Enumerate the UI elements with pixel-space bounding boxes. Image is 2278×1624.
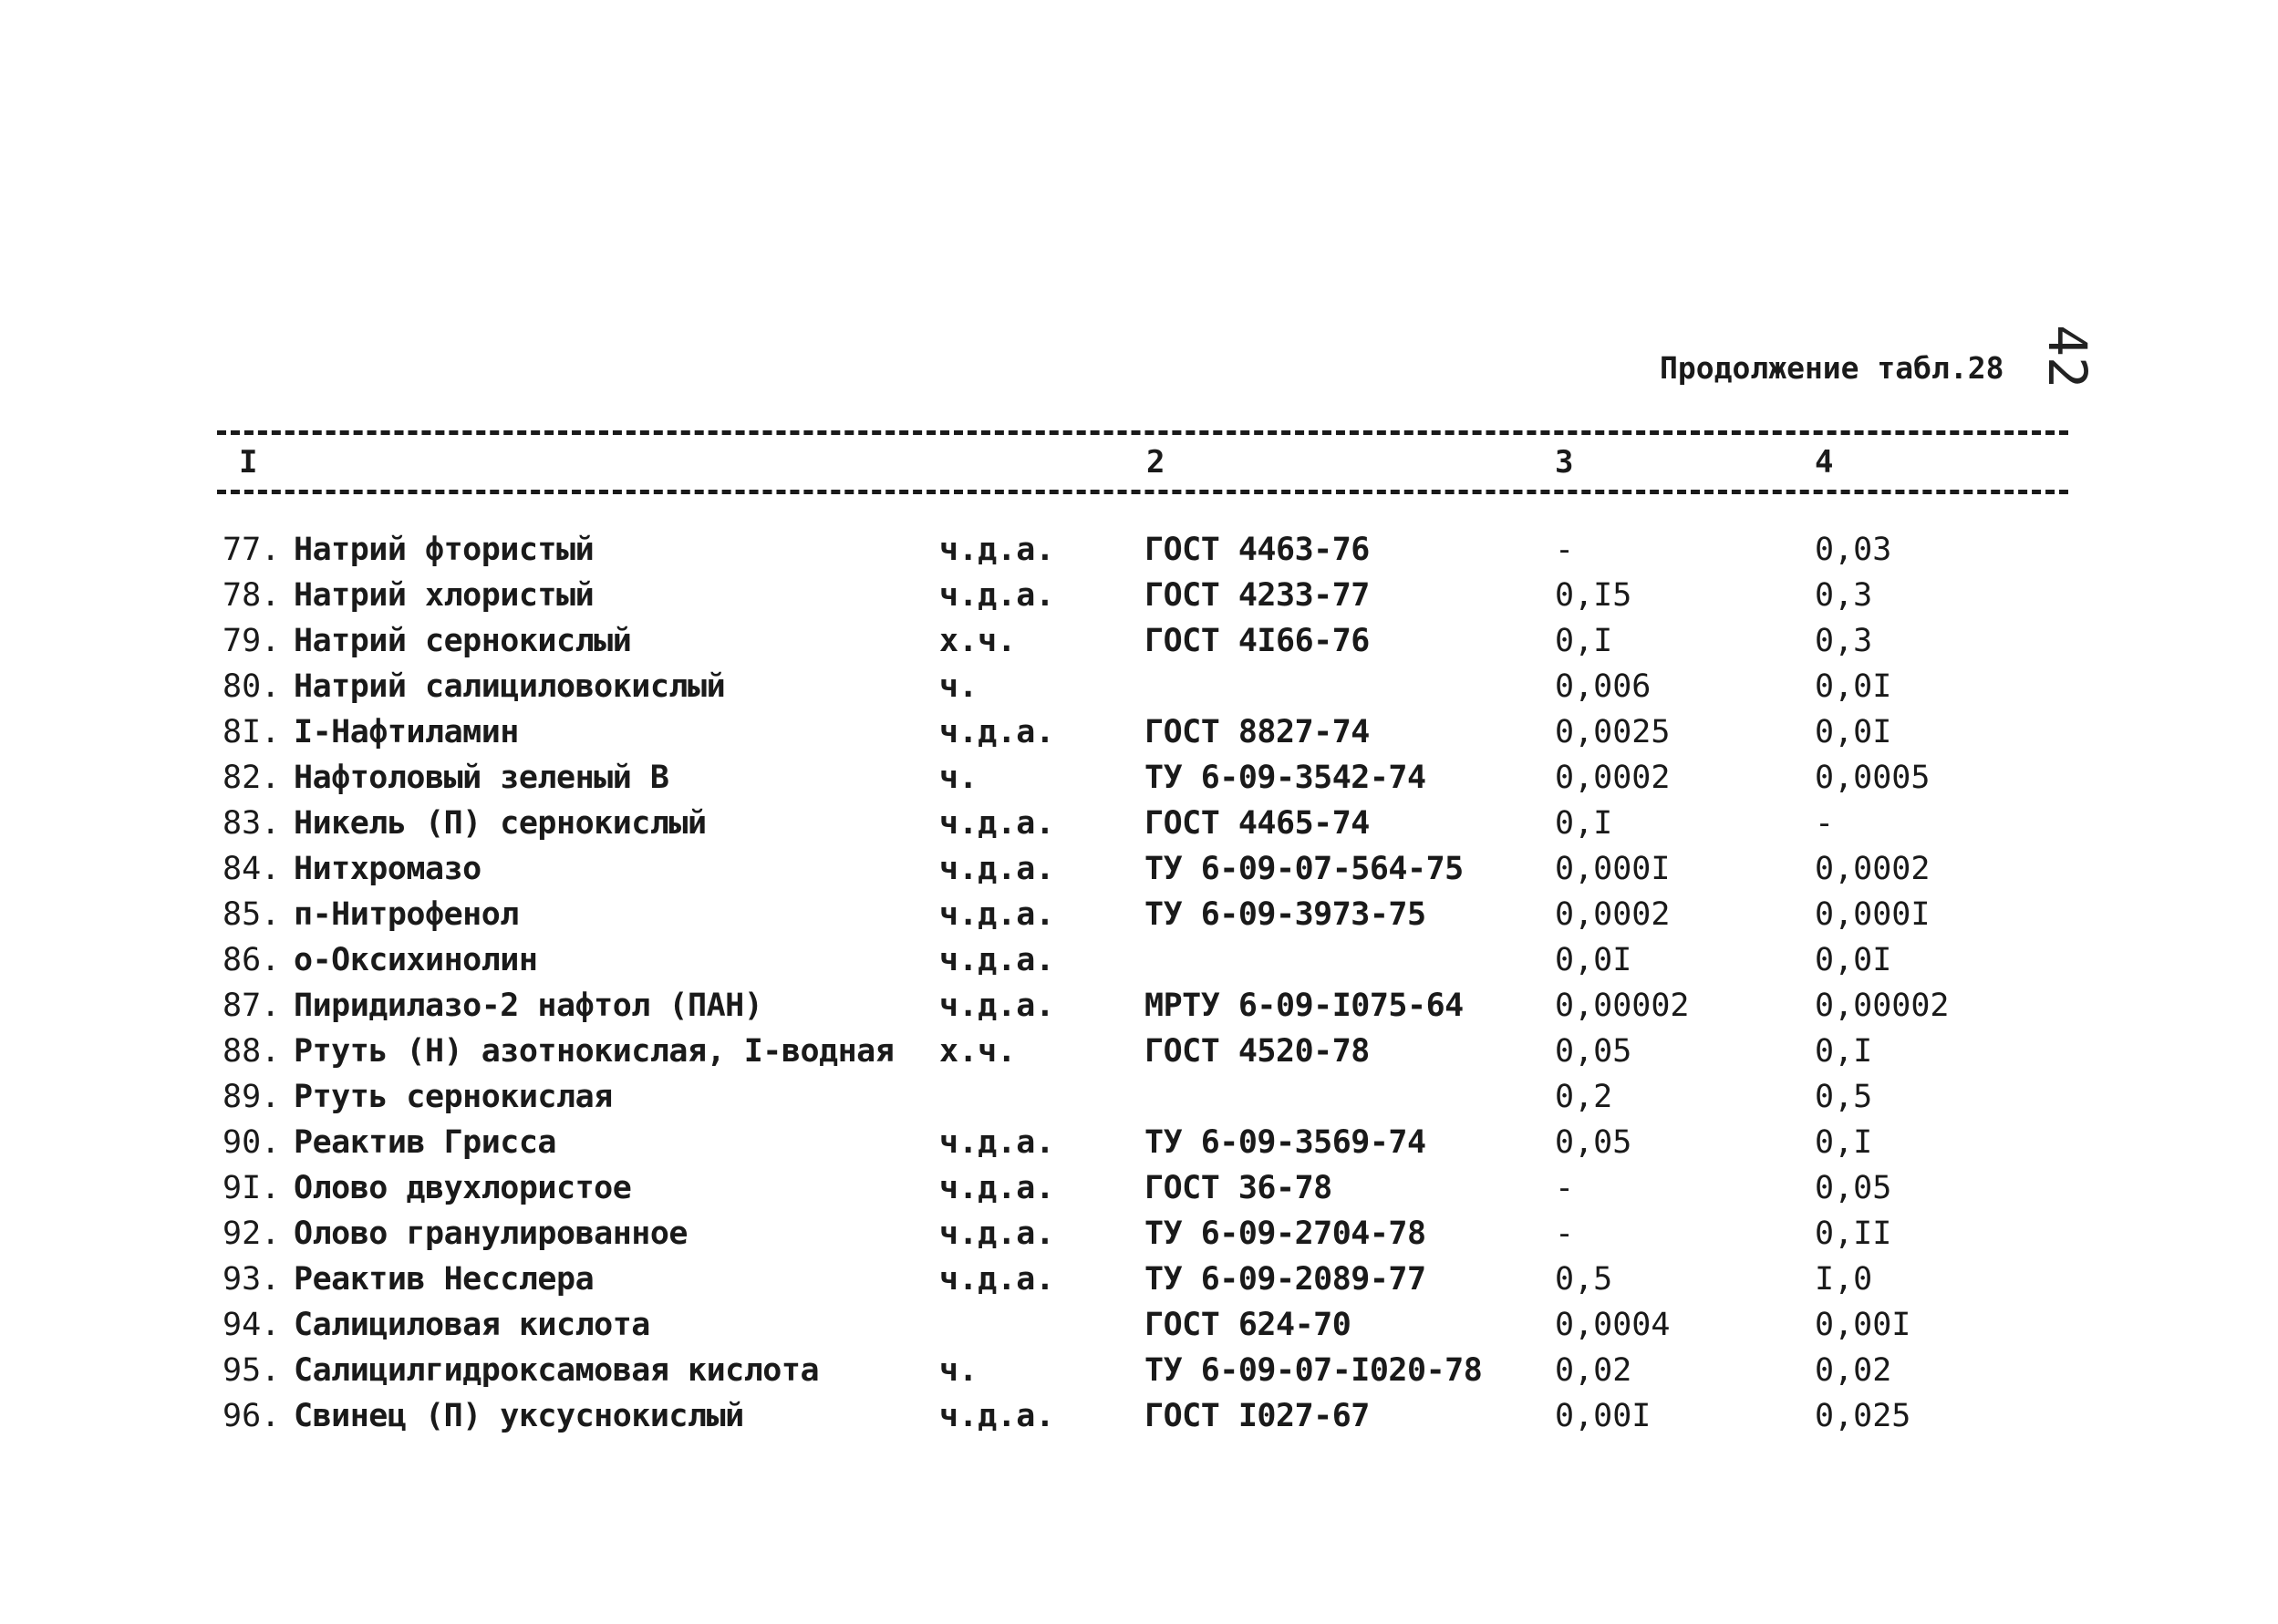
table-row [0,1165,2278,1211]
row-number: 8I. [223,714,281,750]
reagent-name: Ртуть (Н) азотнокислая, I-водная [294,1033,895,1070]
column-3-value: 0,2 [1555,1079,1613,1115]
standard-reference: ГОСТ 8827-74 [1144,714,1370,750]
standard-reference: ГОСТ 4463-76 [1144,532,1370,568]
table-row [0,755,2278,801]
standard-reference: ГОСТ 4I66-76 [1144,623,1370,659]
column-4-value: I,0 [1815,1261,1873,1298]
reagent-name: Салициловая кислота [294,1307,650,1343]
reagent-name: I-Нафтиламин [294,714,519,750]
table-continuation-label: Продолжение табл.28 [1660,350,2004,386]
column-3-value: 0,0002 [1555,896,1671,933]
column-4-value: 0,0I [1815,668,1892,705]
reagent-name: Натрий сернокислый [294,623,632,659]
standard-reference: ГОСТ 4520-78 [1144,1033,1370,1070]
table-row [0,801,2278,846]
standard-reference: ТУ 6-09-3973-75 [1144,896,1426,933]
reagent-name: Олово гранулированное [294,1215,689,1252]
column-3-value: 0,I [1555,805,1613,842]
reagent-name: Свинец (П) уксуснокислый [294,1398,744,1434]
purity-grade: ч. [939,760,979,796]
column-4-value: 0,03 [1815,532,1892,568]
purity-grade: ч.д.а. [939,1261,1055,1298]
reagent-name: Ртуть сернокислая [294,1079,613,1115]
purity-grade: ч.д.а. [939,851,1055,887]
purity-grade: ч.д.а. [939,714,1055,750]
table-row [0,527,2278,573]
reagent-name: Олово двухлористое [294,1170,632,1206]
reagent-name: Реактив Грисса [294,1124,557,1161]
row-number: 77. [223,532,281,568]
row-number: 9I. [223,1170,281,1206]
column-3-value: 0,I5 [1555,577,1632,614]
column-4-value: 0,0005 [1815,760,1931,796]
column-4-value: 0,0I [1815,714,1892,750]
row-number: 90. [223,1124,281,1161]
table-row [0,1120,2278,1165]
column-4-value: 0,0I [1815,942,1892,978]
column-4-value: 0,3 [1815,623,1873,659]
table-row [0,709,2278,755]
column-3-value: - [1555,532,1575,568]
purity-grade: ч.д.а. [939,1215,1055,1252]
purity-grade: ч.д.а. [939,1124,1055,1161]
standard-reference: ГОСТ 4233-77 [1144,577,1370,614]
row-number: 92. [223,1215,281,1252]
standard-reference: ТУ 6-09-3542-74 [1144,760,1426,796]
column-4-value: 0,3 [1815,577,1873,614]
column-4-value: - [1815,805,1835,842]
column-3-value: 0,0002 [1555,760,1671,796]
row-number: 80. [223,668,281,705]
standard-reference: ТУ 6-09-07-I020-78 [1144,1352,1483,1389]
reagent-name: Никель (П) сернокислый [294,805,707,842]
column-4-value: 0,II [1815,1215,1892,1252]
column-4-value: 0,00I [1815,1307,1911,1343]
column-header-2: 2 [1146,444,1165,481]
column-4-value: 0,5 [1815,1079,1873,1115]
standard-reference: ГОСТ 4465-74 [1144,805,1370,842]
purity-grade: х.ч. [939,623,1017,659]
row-number: 85. [223,896,281,933]
purity-grade: ч.д.а. [939,532,1055,568]
table-row [0,1074,2278,1120]
column-header-1: I [239,444,258,481]
row-number: 87. [223,988,281,1024]
table-row [0,1302,2278,1348]
purity-grade: х.ч. [939,1033,1017,1070]
column-header-4: 4 [1815,444,1834,481]
reagent-name: о-Оксихинолин [294,942,538,978]
column-3-value: 0,05 [1555,1124,1632,1161]
row-number: 88. [223,1033,281,1070]
column-3-value: 0,0I [1555,942,1632,978]
column-3-value: 0,00I [1555,1398,1652,1434]
table-row [0,573,2278,618]
table-row [0,1029,2278,1074]
column-3-value: - [1555,1170,1575,1206]
standard-reference: ТУ 6-09-07-564-75 [1144,851,1464,887]
column-4-value: 0,I [1815,1124,1873,1161]
column-4-value: 0,I [1815,1033,1873,1070]
reagent-name: Натрий хлористый [294,577,595,614]
row-number: 96. [223,1398,281,1434]
purity-grade: ч. [939,1352,979,1389]
purity-grade: ч.д.а. [939,1170,1055,1206]
row-number: 95. [223,1352,281,1389]
row-number: 86. [223,942,281,978]
purity-grade: ч.д.а. [939,942,1055,978]
reagent-name: Пиридилазо-2 нафтол (ПАН) [294,988,763,1024]
purity-grade: ч.д.а. [939,577,1055,614]
table-row [0,983,2278,1029]
standard-reference: ГОСТ 624-70 [1144,1307,1351,1343]
column-3-value: - [1555,1215,1575,1252]
column-3-value: 0,I [1555,623,1613,659]
table-row [0,937,2278,983]
table-row [0,618,2278,664]
column-4-value: 0,05 [1815,1170,1892,1206]
standard-reference: ТУ 6-09-2704-78 [1144,1215,1426,1252]
standard-reference: ГОСТ 36-78 [1144,1170,1332,1206]
purity-grade: ч.д.а. [939,988,1055,1024]
row-number: 94. [223,1307,281,1343]
reagent-name: Натрий фтористый [294,532,595,568]
column-3-value: 0,006 [1555,668,1652,705]
purity-grade: ч.д.а. [939,805,1055,842]
table-row [0,664,2278,709]
header-top-divider [217,430,2068,435]
reagent-name: Нафтоловый зеленый В [294,760,669,796]
table-row [0,846,2278,892]
reagent-name: Натрий салициловокислый [294,668,726,705]
column-4-value: 0,02 [1815,1352,1892,1389]
table-row [0,1257,2278,1302]
purity-grade: ч.д.а. [939,896,1055,933]
reagent-table-body [0,527,2278,1439]
reagent-name: Нитхромазо [294,851,481,887]
table-row [0,1348,2278,1393]
standard-reference: МРТУ 6-09-I075-64 [1144,988,1464,1024]
column-3-value: 0,00002 [1555,988,1690,1024]
row-number: 78. [223,577,281,614]
column-4-value: 0,000I [1815,896,1931,933]
row-number: 82. [223,760,281,796]
column-4-value: 0,00002 [1815,988,1950,1024]
column-3-value: 0,5 [1555,1261,1613,1298]
table-row [0,1211,2278,1257]
header-bottom-divider [217,490,2068,494]
column-3-value: 0,05 [1555,1033,1632,1070]
row-number: 89. [223,1079,281,1115]
column-3-value: 0,0025 [1555,714,1671,750]
row-number: 93. [223,1261,281,1298]
standard-reference: ТУ 6-09-3569-74 [1144,1124,1426,1161]
page-number: 42 [2035,325,2098,388]
row-number: 83. [223,805,281,842]
column-4-value: 0,0002 [1815,851,1931,887]
purity-grade: ч.д.а. [939,1398,1055,1434]
reagent-name: п-Нитрофенол [294,896,519,933]
purity-grade: ч. [939,668,979,705]
column-3-value: 0,0004 [1555,1307,1671,1343]
column-3-value: 0,000I [1555,851,1671,887]
reagent-name: Реактив Несслера [294,1261,595,1298]
table-row [0,892,2278,937]
row-number: 84. [223,851,281,887]
table-row [0,1393,2278,1439]
reagent-name: Салицилгидроксамовая кислота [294,1352,820,1389]
standard-reference: ГОСТ I027-67 [1144,1398,1370,1434]
column-3-value: 0,02 [1555,1352,1632,1389]
column-header-3: 3 [1555,444,1574,481]
column-4-value: 0,025 [1815,1398,1911,1434]
standard-reference: ТУ 6-09-2089-77 [1144,1261,1426,1298]
row-number: 79. [223,623,281,659]
